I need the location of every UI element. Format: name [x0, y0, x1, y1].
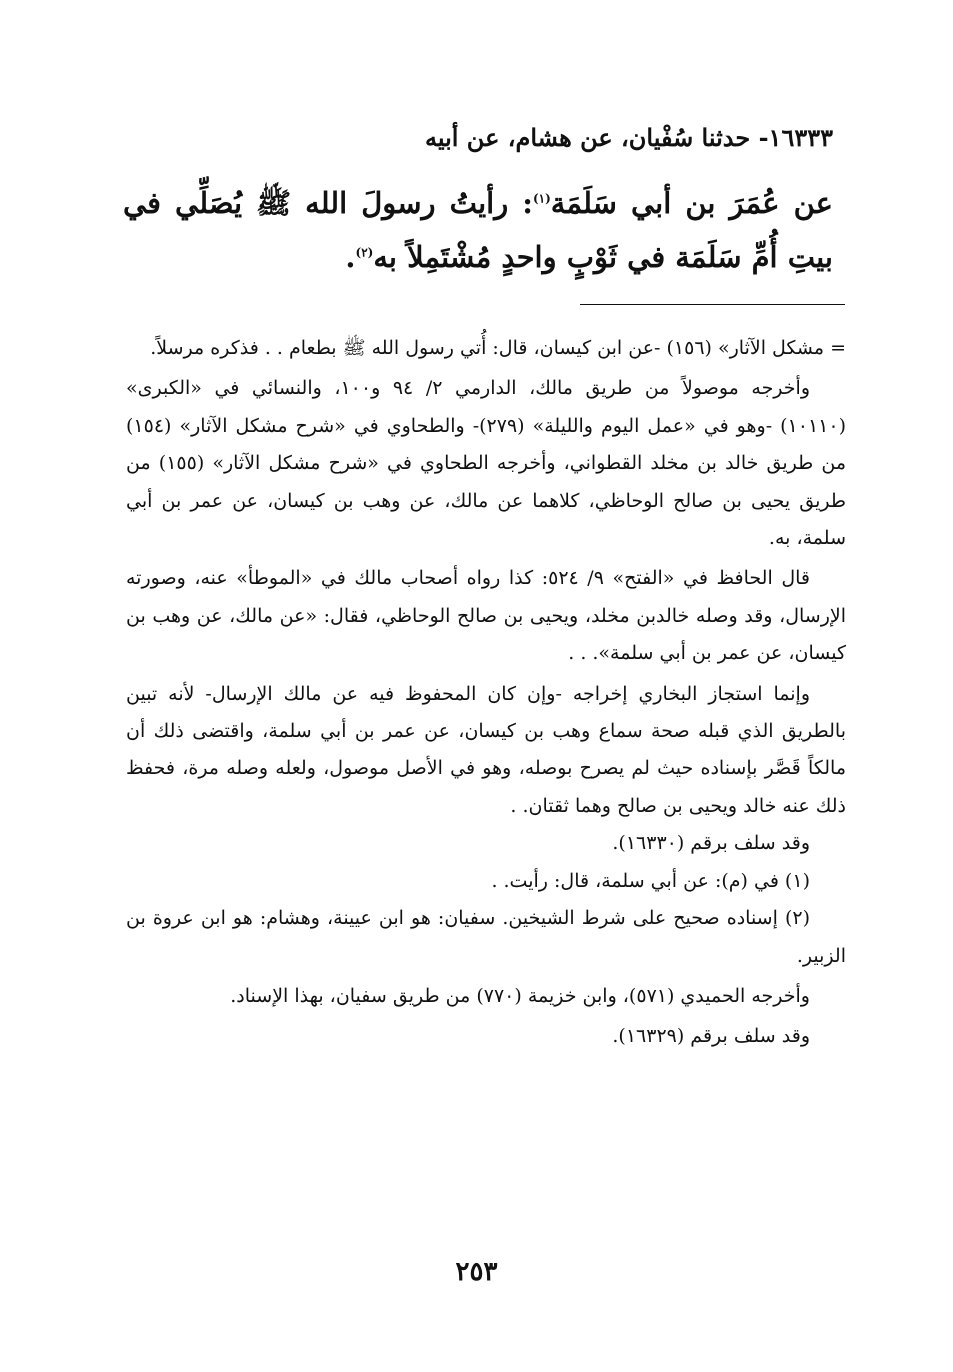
hadith-text: [123, 176, 833, 284]
footnote-continuation: = مشكل الآثار» (١٥٦) -عن ابن كيسان، قال: أُتي رسول الله ﷺ بطعام . . فذكره مرسلاً.: [150, 337, 846, 359]
footnote-paragraph: قال الحافظ في «الفتح» ٩/ ٥٢٤: كذا رواه أصحاب مالك في «الموطأ» عنه، وصورته الإرسال، وقد وصله خالدبن مخلد، ويحيى بن صالح الوحاظي، فقال: «عن مالك، عن وهب بن كيسان، عن عمر بن أبي سلمة». . .: [126, 567, 846, 665]
footnote-paragraph: وأخرجه الحميدي (٥٧١)، وابن خزيمة (٧٧٠) من طريق سفيان، بهذا الإسناد.: [230, 984, 810, 1007]
footnote-paragraph: وأخرجه موصولاً من طريق مالك، الدارمي ٢/ ٩٤ و١٠٠، والنسائي في «الكبرى» (١٠١١٠) -وهو في «عمل اليوم والليلة» (٢٧٩)- والطحاوي في «شرح مشكل الآثار» (١٥٤) من طريق خالد بن مخلد القطواني، وأخرجه الطحاوي في «شرح مشكل الآثار» (١٥٥) من طريق يحيى بن صالح الوحاظي، كلاهما عن مالك، عن وهب بن كيسان، عن عمر بن أبي سلمة، به.: [126, 377, 847, 550]
hadith-text-part-2: : رأيتُ رسولَ الله ﷺ يُصَلِّي في بيتِ أُمِّ سَلَمَة في ثَوْبٍ واحدٍ مُشْتَمِلاً به: [123, 186, 833, 274]
footnote-paragraph: وقد سلف برقم (١٦٣٢٩).: [612, 1025, 810, 1048]
footnotes-section: [126, 330, 846, 1056]
footnote-paragraph: وقد سلف برقم (١٦٣٣٠).: [612, 832, 810, 855]
page-number: ٢٥٣: [455, 1257, 498, 1287]
footnote-2: (٢) إسناده صحيح على شرط الشيخين. سفيان: هو ابن عيينة، وهشام: هو ابن عروة بن الزبير.: [126, 907, 846, 967]
hadith-text-part-1: عن عُمَرَ بن أبي سَلَمَة: [550, 186, 833, 220]
footnote-1: (١) في (م): عن أبي سلمة، قال: رأيت. .: [491, 869, 810, 892]
footnote-paragraph: وإنما استجاز البخاري إخراجه -وإن كان المحفوظ فيه عن مالك الإرسال- لأنه تبين بالطريق الذي قبله صحة سماع وهب بن كيسان، عن عمر بن أبي سلمة، واقتضى ذلك أن مالكاً قَصَّر بإسناده حيث لم يصرح بوصله، وهو في الأصل موصول، ولعله وصله مرة، فحفظ ذلك عنه خالد ويحيى بن صالح وهما ثقتان. .: [126, 682, 846, 817]
footnote-separator: [580, 304, 845, 305]
footnote-ref-2: (٢): [355, 245, 374, 260]
hadith-header: ١٦٣٣٣- حدثنا سُفْيان، عن هشام، عن أبيه: [424, 123, 833, 152]
hadith-text-end: .: [345, 240, 356, 274]
footnote-ref-1: (١): [532, 191, 551, 206]
